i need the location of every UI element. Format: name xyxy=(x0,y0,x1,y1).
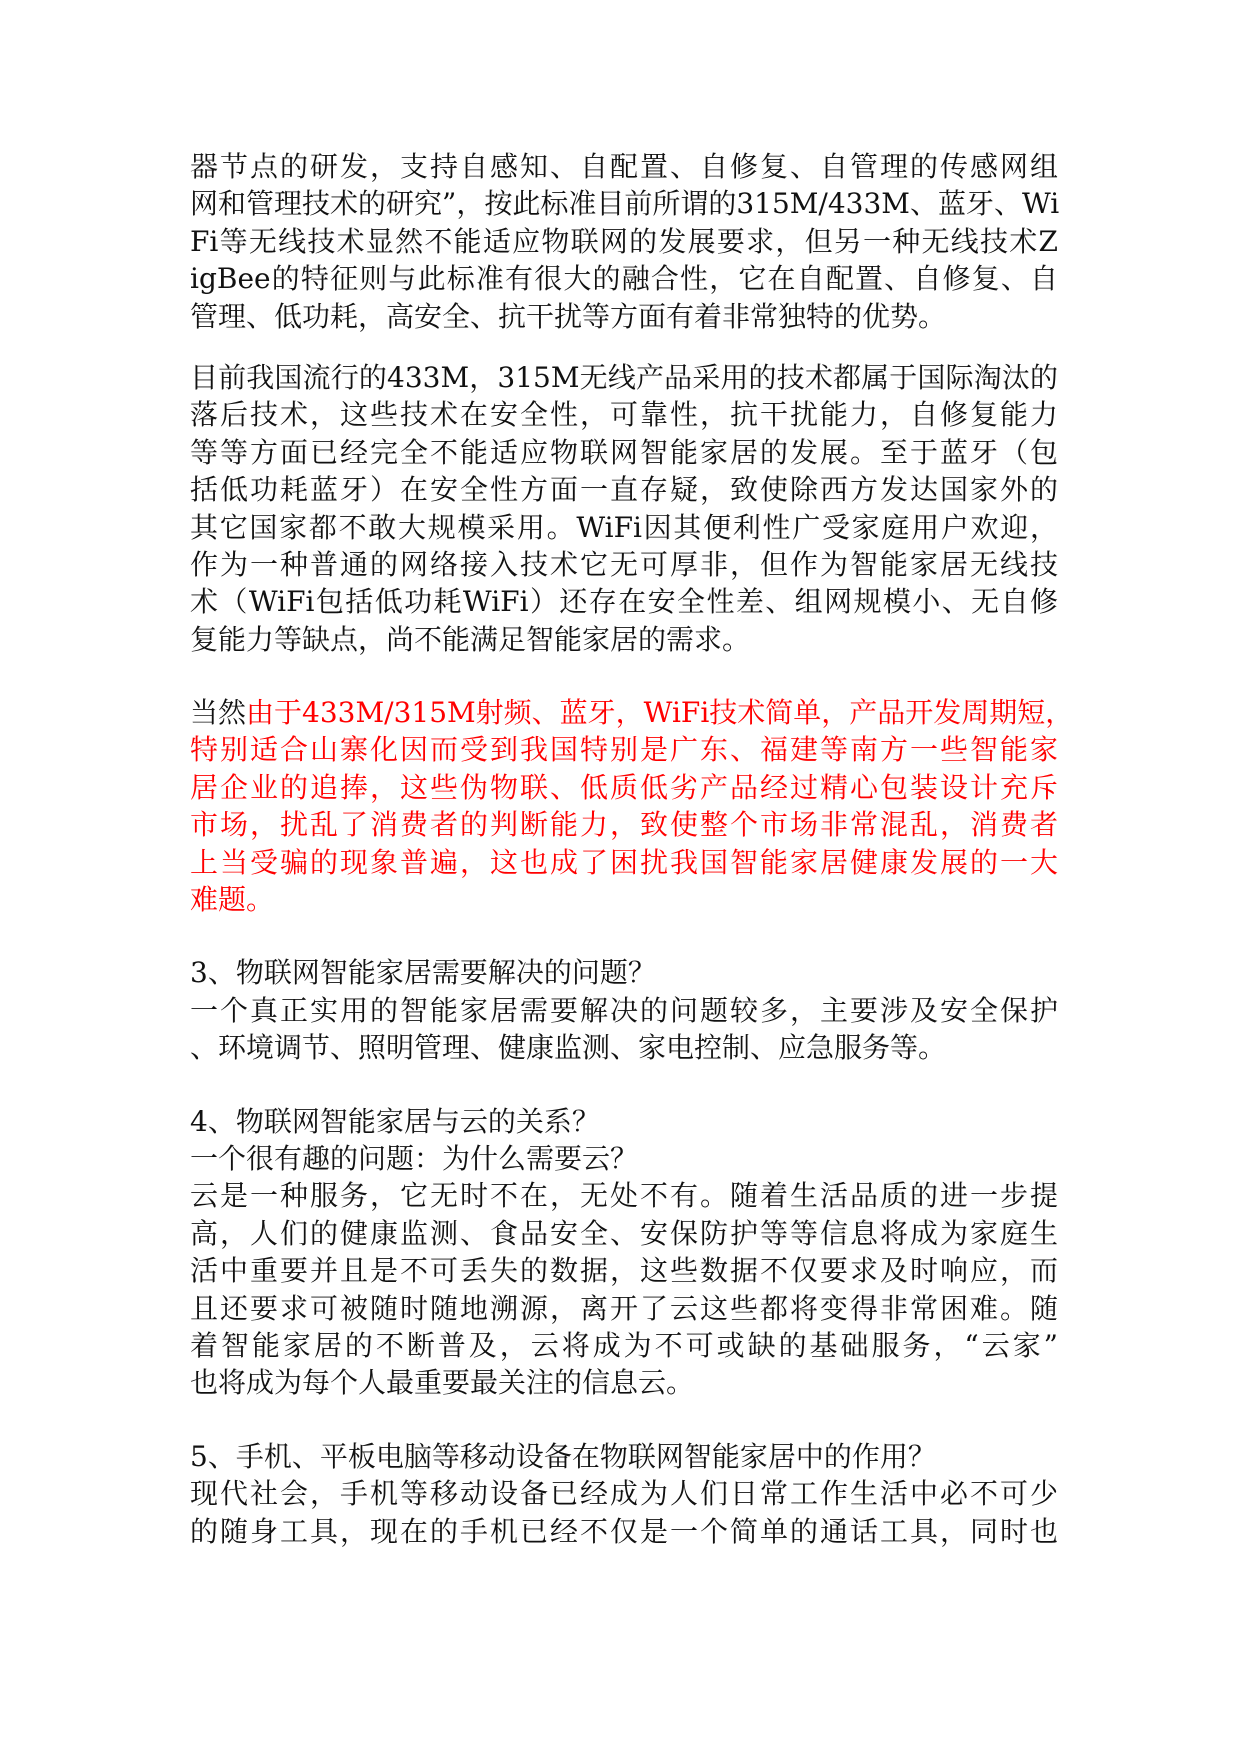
section-heading: 5、手机、平板电脑等移动设备在物联网智能家居中的作用？ xyxy=(190,1439,936,1473)
highlighted-line: 上当受骗的现象普遍，这也成了困扰我国智能家居健康发展的一大 xyxy=(190,845,1058,879)
text-line: 云是一种服务，它无时不在，无处不有。随着生活品质的进一步提 xyxy=(190,1179,1058,1213)
text-line: 活中重要并且是不可丢失的数据，这些数据不仅要求及时响应，而 xyxy=(190,1254,1058,1288)
text-line: 高，人们的健康监测、食品安全、安保防护等等信息将成为家庭生 xyxy=(190,1216,1058,1250)
text-line: 器节点的研发，支持自感知、自配置、自修复、自管理的传感网组 xyxy=(190,150,1058,183)
text-line: 括低功耗蓝牙）在安全性方面一直存疑，致使除西方发达国家外的 xyxy=(190,473,1058,507)
text-line: 、环境调节、照明管理、健康监测、家电控制、应急服务等。 xyxy=(190,1031,947,1065)
text-line: 现代社会，手机等移动设备已经成为人们日常工作生活中必不可少 xyxy=(190,1477,1058,1511)
text-line: 复能力等缺点，尚不能满足智能家居的需求。 xyxy=(190,622,751,656)
text-line: igBee的特征则与此标准有很大的融合性，它在自配置、自修复、自 xyxy=(190,262,1058,296)
text-line: 且还要求可被随时随地溯源，离开了云这些都将变得非常困难。随 xyxy=(190,1291,1058,1325)
text-line: 等等方面已经完全不能适应物联网智能家居的发展。至于蓝牙（包 xyxy=(190,435,1058,469)
text-line: 的随身工具，现在的手机已经不仅是一个简单的通话工具，同时也 xyxy=(190,1514,1058,1548)
section-heading: 4、物联网智能家居与云的关系？ xyxy=(190,1104,600,1138)
paragraph-zigbee-standard xyxy=(190,148,1058,335)
text-line: 目前我国流行的433M，315M无线产品采用的技术都属于国际淘汰的 xyxy=(190,360,1058,394)
text-fragment: 当然 xyxy=(190,696,247,730)
section-cloud xyxy=(190,1103,1058,1402)
paragraph-market-issue xyxy=(190,694,1074,918)
text-line: 管理、低功耗，高安全、抗干扰等方面有着非常独特的优势。 xyxy=(190,299,947,333)
text-line: 术（WiFi包括低功耗WiFi）还存在安全性差、组网规模小、无自修 xyxy=(190,585,1058,619)
highlighted-line: 特别适合山寨化因而受到我国特别是广东、福建等南方一些智能家 xyxy=(190,733,1058,767)
text-line: 其它国家都不敢大规模采用。WiFi因其便利性广受家庭用户欢迎， xyxy=(190,510,1058,544)
paragraph-wireless-tech xyxy=(190,359,1058,658)
text-line: 网和管理技术的研究”，按此标准目前所谓的315M/433M、蓝牙、Wi xyxy=(190,187,1060,221)
text-line xyxy=(190,694,1074,731)
highlighted-text: 由于433M/315M射频、蓝牙，WiFi技术简单，产品开发周期短， xyxy=(246,696,1074,730)
text-line: 一个很有趣的问题：为什么需要云？ xyxy=(190,1141,639,1175)
text-line: 作为一种普通的网络接入技术它无可厚非，但作为智能家居无线技 xyxy=(190,547,1058,581)
section-heading: 3、物联网智能家居需要解决的问题？ xyxy=(190,956,656,990)
text-line: 一个真正实用的智能家居需要解决的问题较多，主要涉及安全保护 xyxy=(190,993,1058,1027)
section-problems xyxy=(190,954,1058,1066)
text-column xyxy=(190,148,1074,1550)
section-mobile-devices xyxy=(190,1438,1058,1550)
highlighted-line: 市场，扰乱了消费者的判断能力，致使整个市场非常混乱，消费者 xyxy=(190,808,1058,842)
highlighted-line: 居企业的追捧，这些伪物联、低质低劣产品经过精心包装设计充斥 xyxy=(190,770,1058,804)
highlighted-line: 难题。 xyxy=(190,883,275,917)
text-line: 着智能家居的不断普及，云将成为不可或缺的基础服务，“云家” xyxy=(190,1328,1058,1362)
text-line: Fi等无线技术显然不能适应物联网的发展要求，但另一种无线技术Z xyxy=(190,224,1058,258)
text-line: 也将成为每个人最重要最关注的信息云。 xyxy=(190,1366,695,1400)
text-line: 落后技术，这些技术在安全性，可靠性，抗干扰能力，自修复能力 xyxy=(190,398,1058,432)
